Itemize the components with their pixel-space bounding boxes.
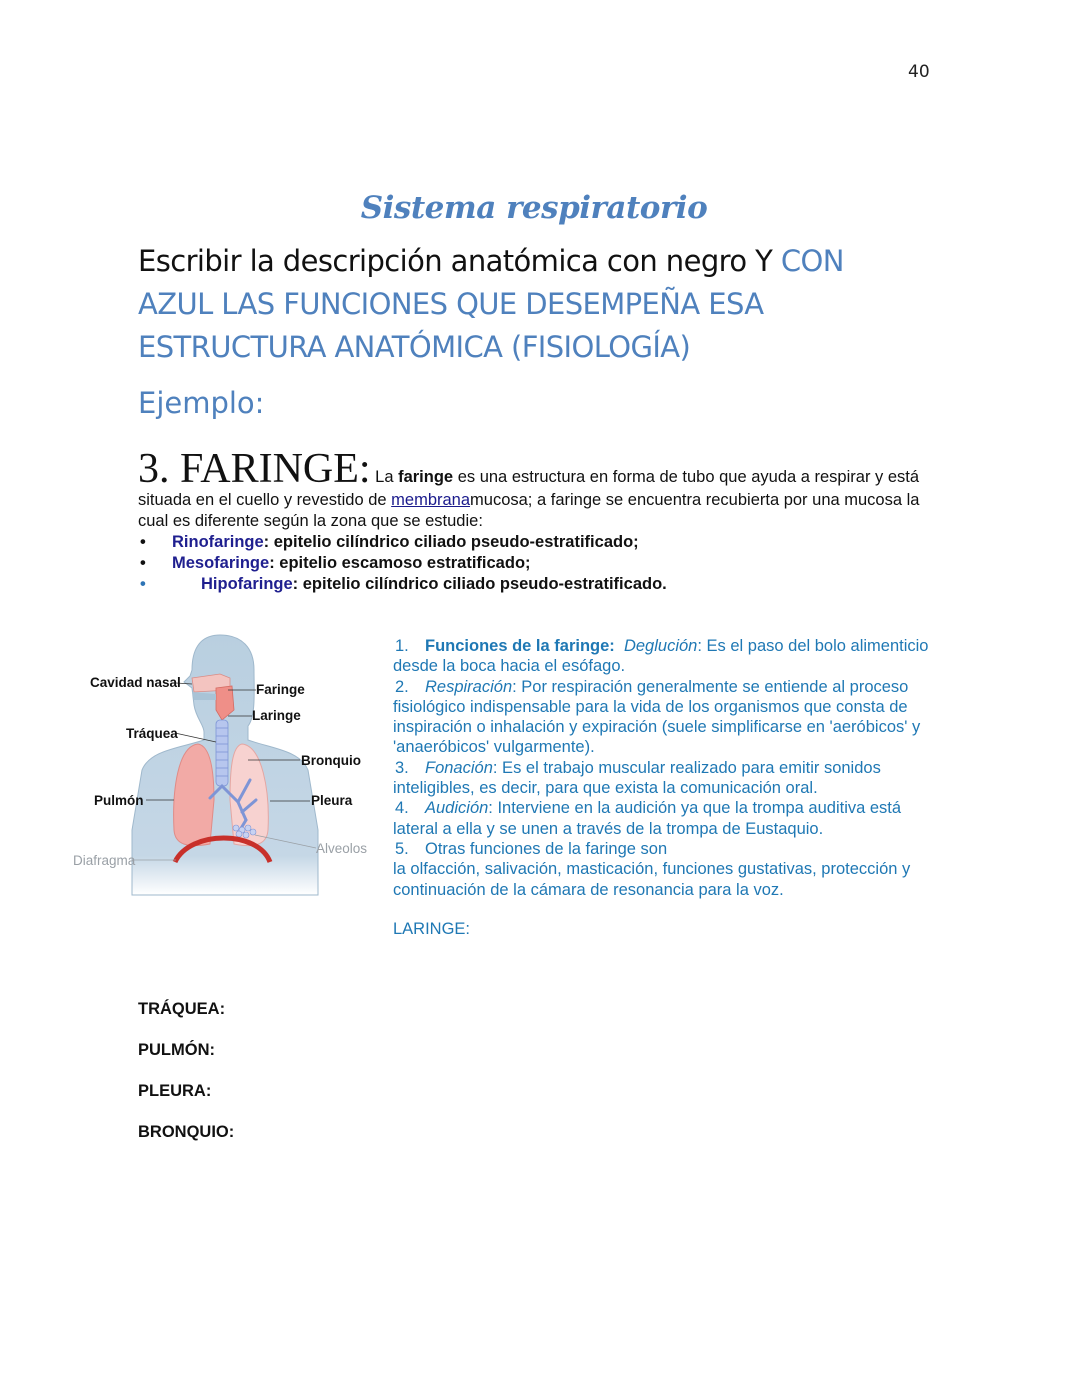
- faringe-description: [138, 448, 938, 595]
- list-item: [138, 553, 938, 574]
- membrana-link[interactable]: membrana: [391, 491, 471, 509]
- label-alveolos: Alveolos: [316, 841, 368, 856]
- item-number: 3.: [395, 758, 409, 777]
- faringe-term: faringe: [398, 468, 454, 486]
- function-text-continued: la olfacción, salivación, masticación, funciones gustativas, protección y continuación de la cámara de resonancia para la voz.: [393, 860, 911, 899]
- label-traquea: Tráquea: [126, 726, 178, 741]
- respiratory-system-diagram: [70, 630, 380, 900]
- faringe-intro: La: [370, 468, 399, 486]
- label-pulmon: Pulmón: [94, 793, 144, 808]
- label-pleura: Pleura: [311, 793, 353, 808]
- faringe-heading: 3. FARINGE:: [138, 446, 371, 492]
- section-traquea: TRÁQUEA:: [138, 1000, 226, 1018]
- function-text: : Por respiración generalmente se entiende al proceso fisiológico indispensable para la vida de los organismos que consta de inspiración o inhalación y expiración (suele simplificarse en 'aeróbicos' y 'anaeróbicos' vulgarmente).: [393, 677, 921, 757]
- function-item: [393, 677, 943, 758]
- instructions-blue: CON AZUL LAS FUNCIONES QUE DESEMPEÑA ESA ESTRUCTURA ANATÓMICA (FISIOLOGÍA): [138, 244, 844, 364]
- list-item: [138, 574, 938, 595]
- example-label: Ejemplo:: [138, 386, 265, 420]
- function-item: [393, 758, 943, 799]
- function-text: : Interviene en la audición ya que la trompa auditiva está lateral a ella y se unen a través de la trompa de Eustaquio.: [393, 799, 902, 838]
- function-name: Audición: [425, 799, 489, 818]
- function-name: Fonación: [425, 758, 493, 777]
- page-number: 40: [908, 62, 930, 82]
- blank-sections: [138, 1000, 234, 1164]
- item-number: 4.: [395, 799, 409, 818]
- function-item: [393, 798, 943, 839]
- zone-term: Mesofaringe: [172, 554, 270, 572]
- item-number: 1.: [395, 637, 409, 655]
- zone-desc: : epitelio cilíndrico ciliado pseudo-estratificado;: [263, 533, 639, 551]
- function-text: Otras funciones de la faringe son: [425, 839, 668, 858]
- item-number: 5.: [395, 839, 409, 858]
- faringe-zones-list: [138, 532, 938, 595]
- label-cavidad-nasal: Cavidad nasal: [90, 675, 181, 690]
- function-text: : Es el trabajo muscular realizado para emitir sonidos inteligibles, es decir, para que exista la comunicación oral.: [393, 758, 881, 798]
- zone-desc: : epitelio cilíndrico ciliado pseudo-estratificado.: [292, 575, 667, 593]
- section-bronquio: BRONQUIO:: [138, 1123, 235, 1141]
- zone-term: Rinofaringe: [172, 533, 264, 551]
- faringe-intro-text-end: mucosa; a faringe se encuentra recubierta por una mucosa la cual es diferente según la zona que se estudie:: [138, 491, 920, 530]
- label-bronquio: Bronquio: [301, 753, 361, 768]
- functions-heading: Funciones de la faringe:: [425, 637, 615, 655]
- laringe-label: LARINGE:: [393, 920, 471, 938]
- function-item: [393, 636, 943, 677]
- label-faringe: Faringe: [256, 682, 305, 697]
- function-name: Deglución: [623, 637, 698, 655]
- label-laringe: Laringe: [252, 708, 301, 723]
- list-item: [138, 532, 938, 553]
- section-pleura: PLEURA:: [138, 1082, 212, 1100]
- label-diafragma: Diafragma: [73, 853, 136, 868]
- faringe-functions: [393, 636, 943, 900]
- zone-term: Hipofaringe: [201, 575, 293, 593]
- function-text: : Es el paso del bolo alimenticio desde la boca hacia el esófago.: [393, 637, 929, 676]
- instructions-black: Escribir la descripción anatómica con negro Y: [138, 244, 781, 278]
- item-number: 2.: [395, 677, 409, 696]
- page-title: Sistema respiratorio: [360, 190, 708, 226]
- faringe-intro-text: es una estructura en forma de tubo que ayuda a respirar y está situada en el cuello y revestido de: [138, 468, 920, 509]
- section-pulmon: PULMÓN:: [138, 1041, 215, 1059]
- function-item: [393, 839, 943, 900]
- zone-desc: : epitelio escamoso estratificado;: [269, 554, 531, 572]
- instructions: [138, 240, 918, 369]
- function-name: Respiración: [425, 677, 513, 696]
